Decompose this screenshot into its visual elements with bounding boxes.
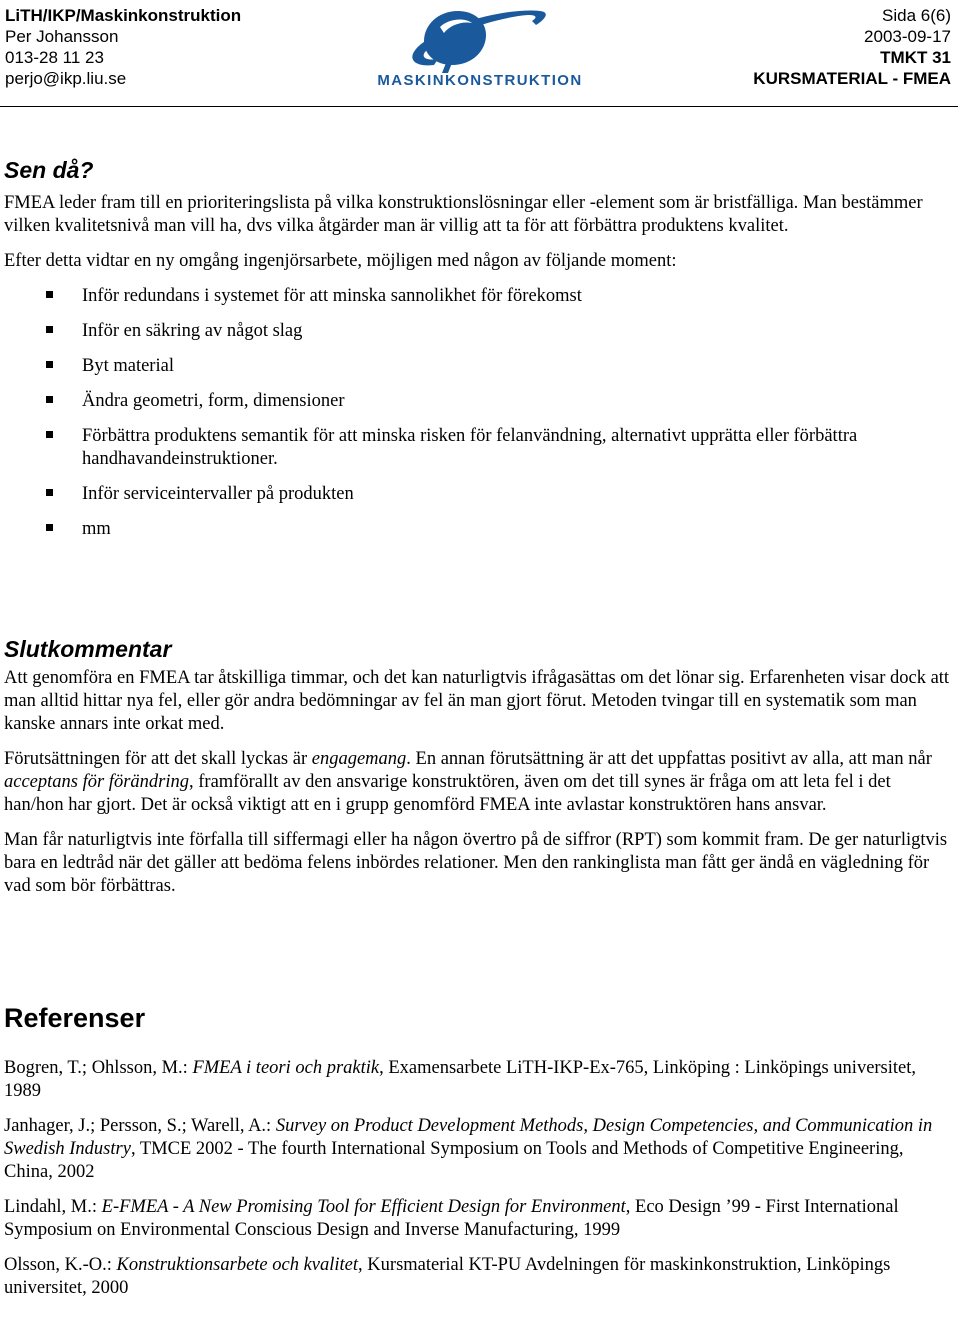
list-item: Ändra geometri, form, dimensioner: [4, 390, 954, 413]
list-item: Inför en säkring av något slag: [4, 320, 954, 343]
reference-item: Olsson, K.-O.: Konstruktionsarbete och kvalitet, Kursmaterial KT-PU Avdelningen för maskinkonstruktion, Linköpings universitet, 2000: [4, 1255, 891, 1298]
bullet-square-icon: [46, 291, 53, 298]
bullet-square-icon: [46, 524, 53, 531]
reference-item: Lindahl, M.: E-FMEA - A New Promising Tool for Efficient Design for Environment, Eco Design ’99 - First International Symposium on Environmental Conscious Design and Inverse Manufacturing, 1999: [4, 1197, 899, 1240]
header-left: [5, 5, 241, 89]
paragraph: Man får naturligtvis inte förfalla till siffermagi eller ha någon övertro på de siffror (RPT) som kommit fram. De ger naturligtvis bara en ledtråd när det gäller att bedöma felens inbördes relationer. Men den rankinglista man fått ger ändå en vägledning för vad som bör förbättras.: [4, 830, 948, 896]
bullet-square-icon: [46, 396, 53, 403]
bullet-square-icon: [46, 431, 53, 438]
logo-text: MASKINKONSTRUKTION: [377, 72, 583, 89]
header-course-code: TMKT 31: [880, 48, 951, 67]
list-item: Förbättra produktens semantik för att minska risken för felanvändning, alternativt upprätta eller förbättra handhavandeinstruktioner.: [4, 425, 954, 471]
list-item: Inför serviceintervaller på produkten: [4, 483, 954, 506]
header-divider: [0, 106, 958, 107]
page-header: [0, 0, 960, 108]
reference-item: Bogren, T.; Ohlsson, M.: FMEA i teori och praktik, Examensarbete LiTH-IKP-Ex-765, Linköping : Linköpings universitet, 1989: [4, 1058, 917, 1101]
paragraph: FMEA leder fram till en prioriteringslista på vilka konstruktionslösningar eller -element som är bristfälliga. Man bestämmer vilken kvalitetsnivå man vill ha, dvs vilka åtgärder man är villig att ta för att förbättra produktens kvalitet.: [4, 193, 923, 236]
section-heading-referenser: Referenser: [4, 1003, 146, 1033]
paragraph: Förutsättningen för att det skall lyckas är engagemang. En annan förutsättning är att det uppfattas positivt av alla, att man når acceptans för förändring, framförallt av den ansvarige konstruktören, även om det till synes är fråga om att leta fel i det han/hon har gjort. Det är också viktigt att en i grupp genomförd FMEA inte avlastar konstruktören hans ansvar.: [4, 749, 932, 815]
paragraph: Efter detta vidtar en ny omgång ingenjörsarbete, möjligen med någon av följande moment:: [4, 251, 677, 271]
header-phone: 013-28 11 23: [5, 48, 104, 67]
header-department: LiTH/IKP/Maskinkonstruktion: [5, 6, 242, 25]
section-heading-slutkommentar: Slutkommentar: [4, 636, 172, 662]
bullet-square-icon: [46, 361, 53, 368]
paragraph: Att genomföra en FMEA tar åtskilliga timmar, och det kan naturligtvis ifrågasättas om det lönar sig. Erfarenheten visar dock att man alltid hittar nya fel, eller gör andra bedömningar av fel än man gjort förut. Metoden tvingar till en systematik som man kanske annars inte orkat med.: [4, 668, 950, 734]
header-page-number: Sida 6(6): [882, 6, 951, 25]
header-course-material: KURSMATERIAL - FMEA: [753, 69, 951, 88]
bullet-list: [4, 285, 954, 541]
page-content: [4, 156, 954, 1300]
bullet-square-icon: [46, 326, 53, 333]
section-heading-sen-da: Sen då?: [4, 157, 94, 183]
reference-item: Janhager, J.; Persson, S.; Warell, A.: Survey on Product Development Methods, Design Competencies, and Communication in Swedish Industry, TMCE 2002 - The fourth International Symposium on Tools and Methods of Competitive Engineering, China, 2002: [4, 1116, 933, 1182]
maskinkonstruktion-logo: [368, 3, 592, 89]
list-item: mm: [4, 518, 954, 541]
header-date: 2003-09-17: [864, 27, 951, 46]
list-item: Byt material: [4, 355, 954, 378]
header-email[interactable]: perjo@ikp.liu.se: [5, 69, 127, 88]
list-item: Inför redundans i systemet för att minska sannolikhet för förekomst: [4, 285, 954, 308]
header-author: Per Johansson: [5, 27, 119, 46]
bullet-square-icon: [46, 489, 53, 496]
header-right: [753, 5, 951, 89]
